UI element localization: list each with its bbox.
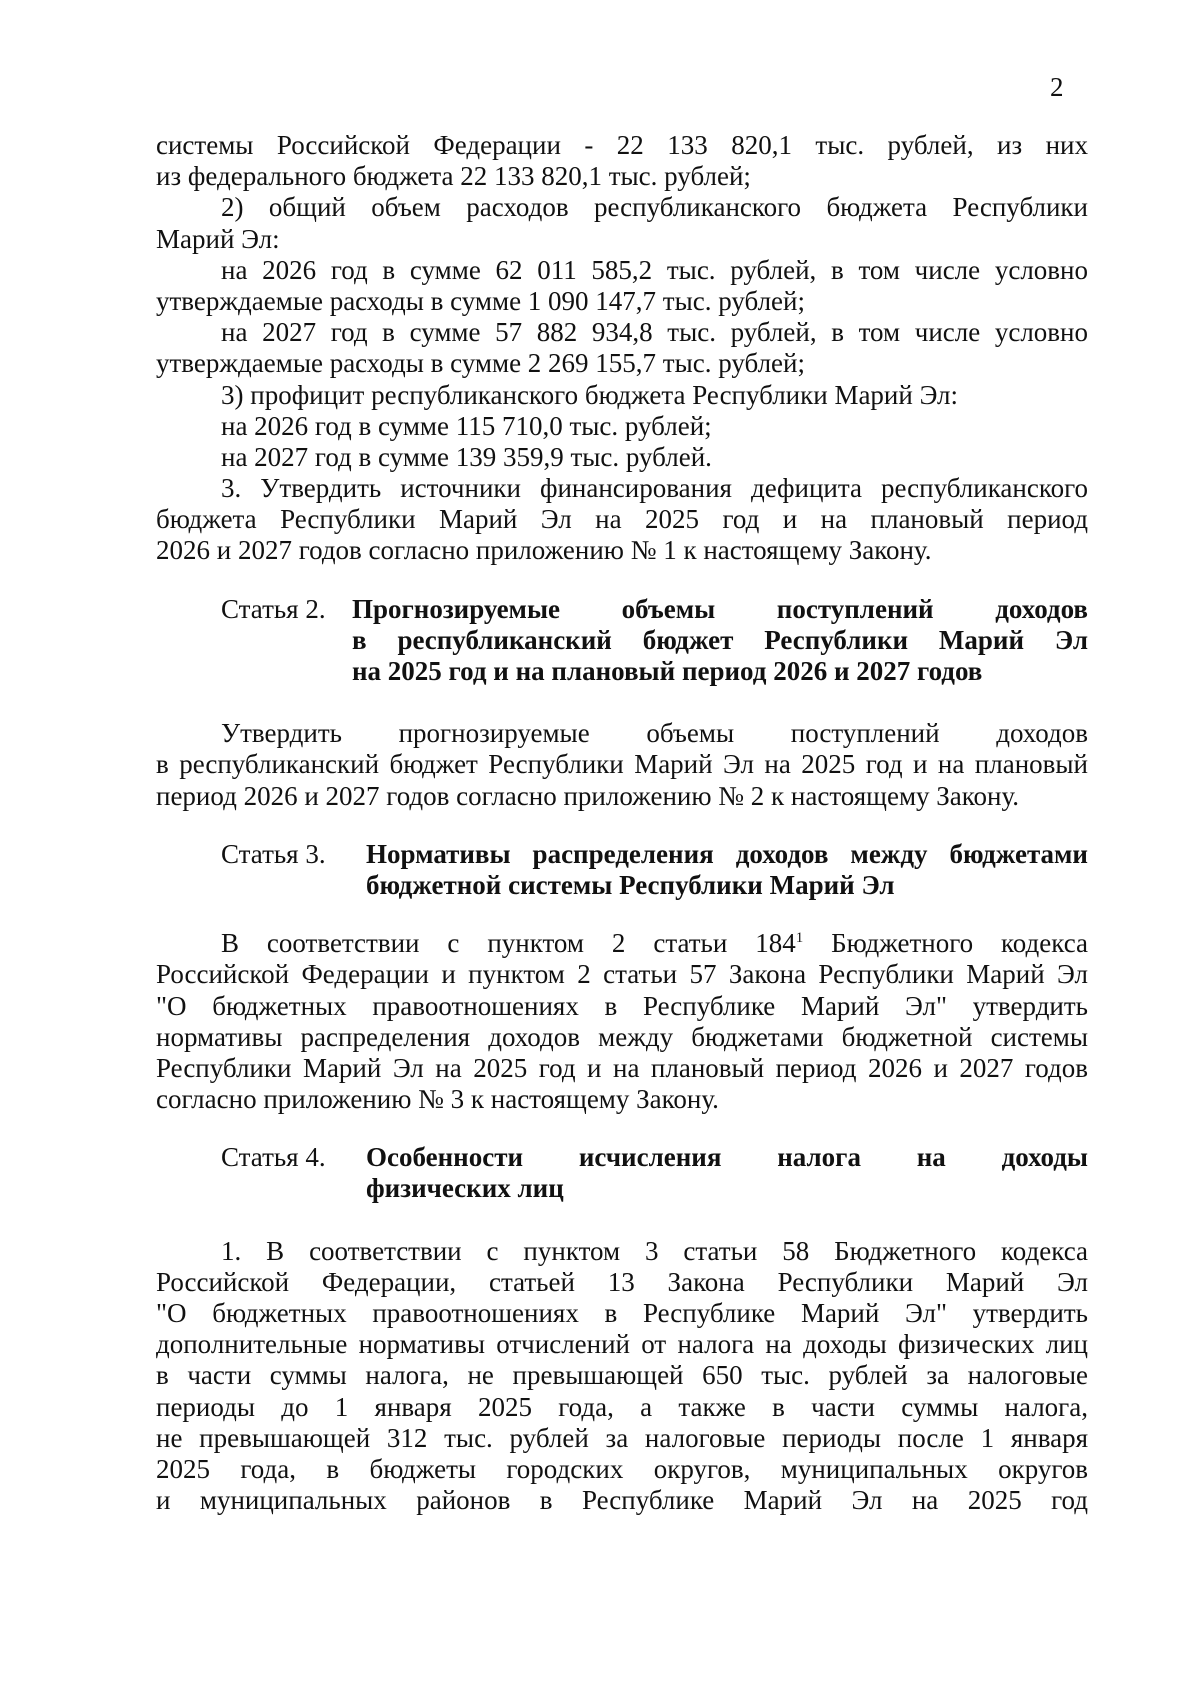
superscript: 1: [795, 930, 804, 947]
text-line: на 2026 год в сумме 115 710,0 тыс. рублей;: [221, 410, 712, 441]
text-line: согласно приложению № 3 к настоящему Закону.: [156, 1084, 719, 1115]
text-line: "О бюджетных правоотношениях в Республике Марий Эл" утвердить: [156, 990, 1088, 1021]
article-2-heading: [156, 594, 1088, 625]
text-line: в части суммы налога, не превышающей 650 тыс. рублей за налоговые: [156, 1360, 1088, 1391]
text-line: Российской Федерации, статьей 13 Закона Республики Марий Эл: [156, 1266, 1088, 1297]
text-line: в республиканский бюджет Республики Марий Эл на 2025 год и на плановый: [156, 749, 1088, 780]
article-4-title: физических лиц: [366, 1173, 564, 1204]
text-line: нормативы распределения доходов между бюджетами бюджетной системы: [156, 1021, 1088, 1052]
text-line: утверждаемые расходы в сумме 2 269 155,7 тыс. рублей;: [156, 348, 805, 379]
document-body: [156, 130, 1088, 1516]
article-2-title: Прогнозируемые объемы поступлений доходов: [352, 593, 1088, 624]
text-line: Российской Федерации и пунктом 2 статьи 57 Закона Республики Марий Эл: [156, 959, 1088, 990]
text-line: и муниципальных районов в Республике Марий Эл на 2025 год: [156, 1485, 1088, 1516]
article-3-body: В соответствии с пунктом 2 статьи $184^1$ Бюджетного кодекса: [221, 928, 1088, 959]
article-4-label: Статья 4.: [221, 1142, 326, 1173]
text-line: Республики Марий Эл на 2025 год и на плановый период 2026 и 2027 годов: [156, 1052, 1088, 1083]
text-line: на 2027 год в сумме 139 359,9 тыс. рублей.: [221, 441, 712, 472]
text-line: бюджета Республики Марий Эл на 2025 год и на плановый период: [156, 504, 1088, 535]
text-line: периоды до 1 января 2025 года, а также в части суммы налога,: [156, 1391, 1088, 1422]
article-3-title: бюджетной системы Республики Марий Эл: [366, 869, 895, 900]
article-3-heading: [156, 839, 1088, 870]
article-4-title: Особенности исчисления налога на доходы: [366, 1142, 1088, 1173]
text-line: "О бюджетных правоотношениях в Республике Марий Эл" утвердить: [156, 1298, 1088, 1328]
article-3-title: Нормативы распределения доходов между бюджетами: [366, 838, 1088, 869]
paragraph-3: 3. Утвердить источники финансирования дефицита республиканского: [221, 473, 1088, 504]
article-4-body: 1. В соответствии с пунктом 3 статьи 58 Бюджетного кодекса: [221, 1235, 1088, 1266]
text-line: на 2026 год в сумме 62 011 585,2 тыс. рублей, в том числе условно: [221, 254, 1088, 285]
text-line: системы Российской Федерации - 22 133 820,1 тыс. рублей, из них: [156, 130, 1088, 160]
article-3-label: Статья 3.: [221, 838, 326, 869]
article-2-body: Утвердить прогнозируемые объемы поступлений доходов: [221, 718, 1088, 749]
text-line: период 2026 и 2027 годов согласно приложению № 2 к настоящему Закону.: [156, 780, 1020, 811]
text-line: из федерального бюджета 22 133 820,1 тыс. рублей;: [156, 161, 751, 192]
article-4-heading: [156, 1142, 1088, 1173]
text-line: на 2027 год в сумме 57 882 934,8 тыс. рублей, в том числе условно: [221, 317, 1088, 348]
article-2-title: в республиканский бюджет Республики Марий Эл: [352, 624, 1088, 655]
page-number: 2: [1050, 72, 1064, 102]
text-line: 2025 года, в бюджеты городских округов, муниципальных округов: [156, 1453, 1088, 1484]
article-2-label: Статья 2.: [221, 593, 326, 624]
text-line: дополнительные нормативы отчислений от налога на доходы физических лиц: [156, 1329, 1088, 1360]
text-line: Марий Эл:: [156, 223, 280, 254]
text-line: не превышающей 312 тыс. рублей за налоговые периоды после 1 января: [156, 1422, 1088, 1453]
list-item-3: 3) профицит республиканского бюджета Республики Марий Эл:: [221, 379, 959, 410]
text-line: 2026 и 2027 годов согласно приложению № 1 к настоящему Закону.: [156, 535, 932, 566]
article-2-title: на 2025 год и на плановый период 2026 и 2027 годов: [352, 656, 983, 686]
list-item-2: 2) общий объем расходов республиканского бюджета Республики: [221, 192, 1088, 223]
text-line: утверждаемые расходы в сумме 1 090 147,7 тыс. рублей;: [156, 285, 805, 316]
